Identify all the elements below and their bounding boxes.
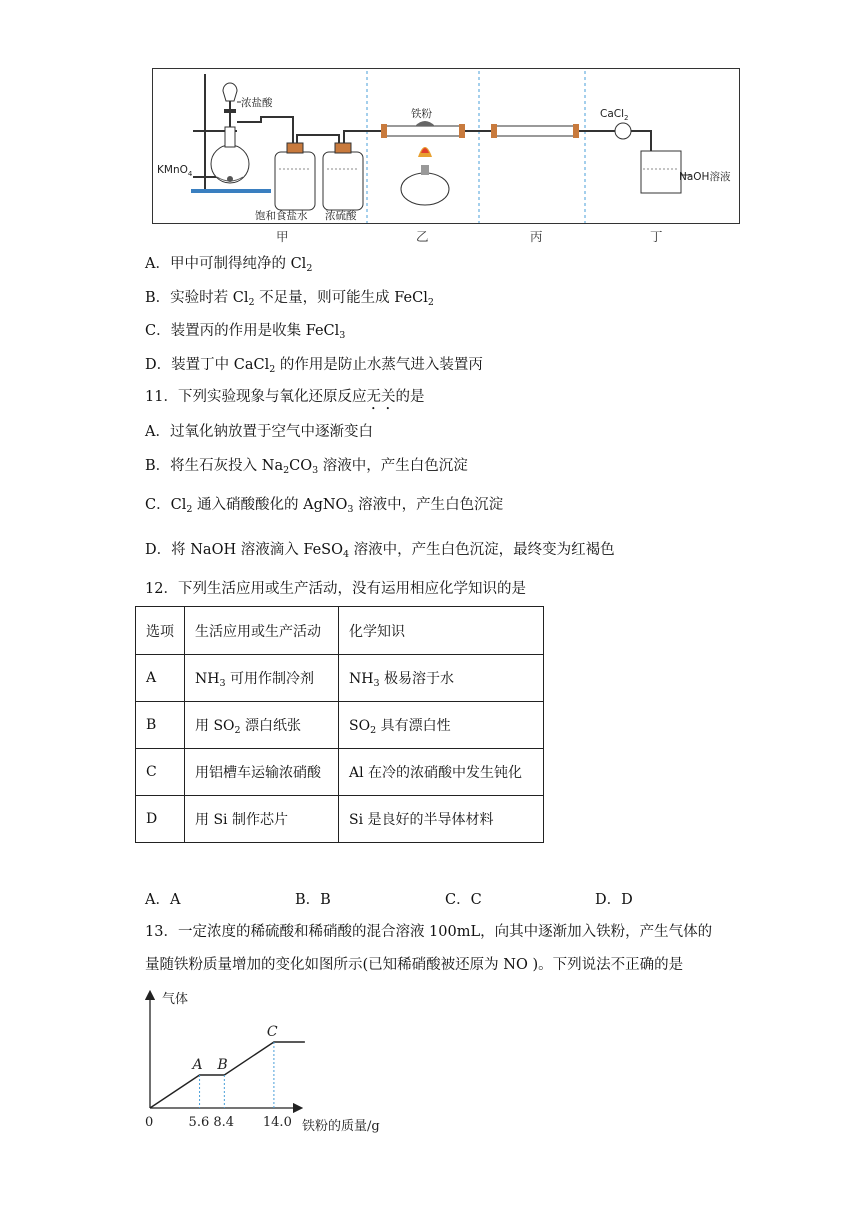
q10-option-c: C．装置丙的作用是收集 FeCl$_3$ — [145, 323, 346, 341]
label-naoh: NaOH溶液 — [679, 171, 731, 183]
table-header-cell: 选项 — [136, 607, 185, 655]
q12-table — [135, 606, 544, 843]
x-tick-label: 8.4 — [213, 1115, 235, 1130]
q11-option-b: B．将生石灰投入 $Na_2CO_3$ 溶液中，产生白色沉淀 — [145, 458, 468, 476]
q12-answer-a: A．A — [145, 892, 181, 908]
table-header-cell: 生活应用或生产活动 — [185, 607, 339, 655]
point-label: A — [192, 1057, 203, 1073]
table-cell-option: B — [136, 702, 185, 749]
table-header-cell: 化学知识 — [339, 607, 544, 655]
q12-answer-c: C．C — [445, 892, 482, 908]
q10-option-d: D．装置丁中 CaCl$_2$ 的作用是防止水蒸气进入装置丙 — [145, 357, 483, 375]
section-label-ding: 丁 — [650, 229, 663, 244]
table-header-row — [136, 607, 544, 655]
label-iron-powder: 铁粉 — [411, 108, 432, 120]
label-conc-h2so4: 浓硫酸 — [325, 210, 357, 222]
q12-answer-d: D．D — [595, 892, 633, 908]
y-axis-label: 气体 — [162, 992, 189, 1007]
table-cell-knowledge: $SO_2$ 具有漂白性 — [339, 702, 544, 749]
chart-svg — [130, 985, 410, 1135]
q11-option-a: A．过氧化钠放置于空气中逐渐变白 — [145, 424, 373, 440]
table-row — [136, 796, 544, 843]
label-kmno4: KMnO$_4$ — [157, 164, 193, 178]
x-tick-label: 5.6 — [188, 1115, 210, 1130]
table-cell-option: C — [136, 749, 185, 796]
table-row — [136, 702, 544, 749]
q11-option-c: C．$Cl_2$ 通入硝酸酸化的 AgNO$_3$ 溶液中，产生白色沉淀 — [145, 497, 504, 515]
table-row — [136, 749, 544, 796]
q13-stem-line2: 量随铁粉质量增加的变化如图所示(已知稀硝酸被还原为 NO )。下列说法不正确的是 — [145, 957, 684, 973]
q10-option-a: A．甲中可制得纯净的 $Cl_2$ — [145, 256, 313, 274]
q11-option-d: D．将 NaOH 溶液滴入 FeSO$_4$ 溶液中，产生白色沉淀，最终变为红褐色 — [145, 542, 615, 560]
table-cell-application: 用 $SO_2$ 漂白纸张 — [185, 702, 339, 749]
gas-vs-iron-chart — [130, 985, 410, 1139]
x-tick-label: 14.0 — [262, 1115, 292, 1130]
x-axis-label: 铁粉的质量/g — [302, 1119, 380, 1134]
series-line — [150, 1042, 305, 1108]
q13-stem-line1: 13．一定浓度的稀硫酸和稀硝酸的混合溶液 100mL，向其中逐渐加入铁粉，产生气体的 — [145, 924, 713, 940]
origin-label: 0 — [145, 1115, 154, 1130]
table-cell-application: 用铝槽车运输浓硝酸 — [185, 749, 339, 796]
table-row — [136, 655, 544, 702]
table-cell-knowledge: $NH_3$ 极易溶于水 — [339, 655, 544, 702]
section-label-bing: 丙 — [530, 229, 543, 244]
section-label-jia: 甲 — [276, 229, 289, 244]
point-label: B — [217, 1057, 228, 1073]
apparatus-diagram — [153, 69, 741, 225]
apparatus-figure — [152, 68, 740, 224]
q11-stem: 11．下列实验现象与氧化还原反应无关的是 — [145, 389, 425, 405]
table-cell-option: A — [136, 655, 185, 702]
label-cacl2: CaCl$_2$ — [600, 108, 629, 122]
q12-answer-b: B．B — [295, 892, 331, 908]
table-cell-option: D — [136, 796, 185, 843]
label-sat-nacl: 饱和食盐水 — [255, 210, 308, 222]
point-label: C — [266, 1024, 278, 1040]
section-label-yi: 乙 — [416, 229, 429, 244]
q10-option-b: B．实验时若 $Cl_2$ 不足量，则可能生成 FeCl$_2$ — [145, 290, 434, 308]
label-conc-hcl: 浓盐酸 — [241, 97, 273, 109]
q12-stem: 12．下列生活应用或生产活动，没有运用相应化学知识的是 — [145, 581, 526, 597]
table-cell-knowledge: Si 是良好的半导体材料 — [339, 796, 544, 843]
table-cell-application: $NH_3$ 可用作制冷剂 — [185, 655, 339, 702]
table-cell-application: 用 Si 制作芯片 — [185, 796, 339, 843]
table-cell-knowledge: Al 在冷的浓硝酸中发生钝化 — [339, 749, 544, 796]
